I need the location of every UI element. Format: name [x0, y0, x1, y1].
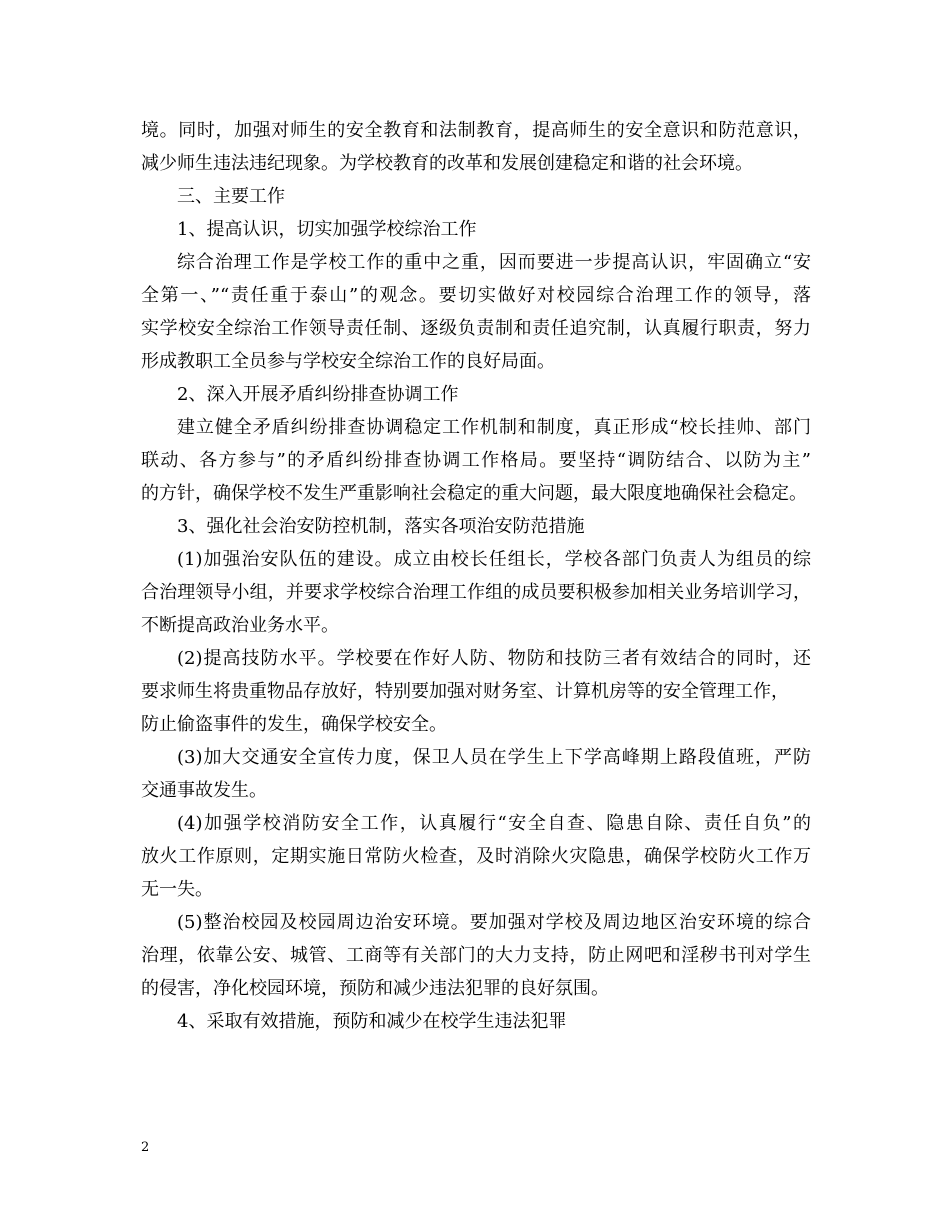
text-line: 境。同时，加强对师生的安全教育和法制教育，提高师生的安全意识和防范意识， [141, 120, 811, 141]
text-line: 3、强化社会治安防控机制，落实各项治安防范措施 [177, 516, 585, 537]
text-line: 的侵害，净化校园环境，预防和减少违法犯罪的良好氛围。 [141, 978, 609, 999]
text-line: 治理，依靠公安、城管、工商等有关部门的大力支持，防止网吧和淫秽书刊对学生 [141, 945, 811, 966]
text-line: 建立健全矛盾纠纷排查协调稳定工作机制和制度，真正形成“校长挂帅、部门 [177, 417, 811, 438]
text-line: 综合治理工作是学校工作的重中之重，因而要进一步提高认识，牢固确立“安 [177, 252, 811, 273]
text-line: (4)加强学校消防安全工作，认真履行“安全自查、隐患自除、责任自负”的 [177, 813, 811, 834]
text-line: 形成教职工全员参与学校安全综治工作的良好局面。 [141, 351, 555, 372]
text-line: 全第一、”“责任重于泰山”的观念。要切实做好对校园综合治理工作的领导，落 [141, 285, 811, 306]
text-line: 4、采取有效措施，预防和减少在校学生违法犯罪 [177, 1011, 567, 1032]
text-line: 防止偷盗事件的发生，确保学校安全。 [141, 714, 447, 735]
text-line: (5)整治校园及校园周边治安环境。要加强对学校及周边地区治安环境的综合 [177, 912, 811, 933]
text-line: 交通事故发生。 [141, 780, 267, 801]
text-line: 合治理领导小组，并要求学校综合治理工作组的成员要积极参加相关业务培训学习， [141, 582, 811, 603]
text-line: 三、主要工作 [177, 186, 285, 207]
text-line: 实学校安全综治工作领导责任制、逐级负责制和责任追究制，认真履行职责，努力 [141, 318, 811, 339]
text-line: 不断提高政治业务水平。 [141, 615, 339, 636]
text-line: 联动、各方参与”的矛盾纠纷排查协调工作格局。要坚持“调防结合、以防为主” [141, 450, 811, 471]
document-body [141, 114, 811, 1038]
text-line: 无一失。 [141, 879, 213, 900]
text-line: 的方针，确保学校不发生严重影响社会稳定的重大问题，最大限度地确保社会稳定。 [141, 483, 807, 504]
text-line: 1、提高认识，切实加强学校综治工作 [177, 219, 477, 240]
text-line: 2、深入开展矛盾纠纷排查协调工作 [177, 384, 459, 405]
text-line: 要求师生将贵重物品存放好，特别要加强对财务室、计算机房等的安全管理工作， [141, 681, 789, 702]
text-line: (1)加强治安队伍的建设。成立由校长任组长，学校各部门负责人为组员的综 [177, 549, 811, 570]
text-line: 放火工作原则，定期实施日常防火检查，及时消除火灾隐患，确保学校防火工作万 [141, 846, 811, 867]
text-line: (3)加大交通安全宣传力度，保卫人员在学生上下学高峰期上路段值班，严防 [177, 747, 811, 768]
page-number: 2 [141, 1140, 150, 1155]
text-line: 减少师生违法违纪现象。为学校教育的改革和发展创建稳定和谐的社会环境。 [141, 153, 753, 174]
text-line: (2)提高技防水平。学校要在作好人防、物防和技防三者有效结合的同时，还 [177, 648, 811, 669]
